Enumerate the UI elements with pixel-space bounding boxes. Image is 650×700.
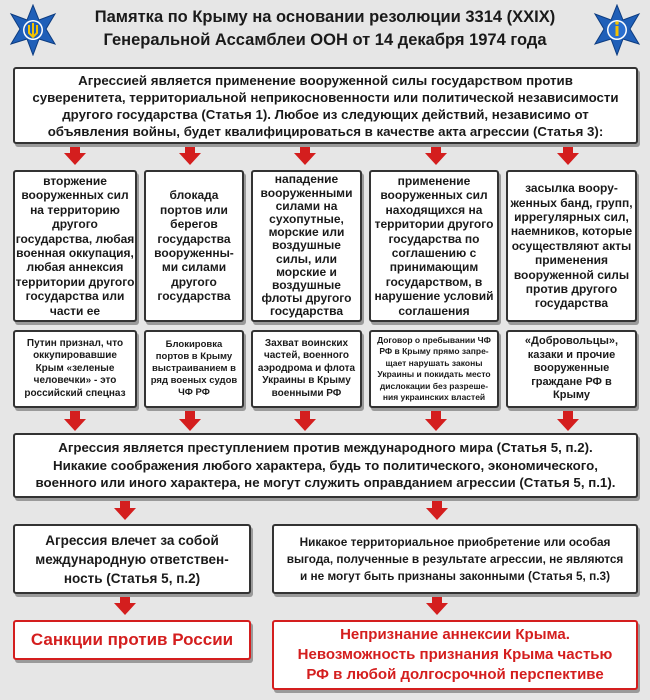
crimea-fact-box [369, 330, 499, 408]
act-text: вторжение вооруженных сил на территорию другого государства, любая военная оккупация, любая аннексия территории другого государства или части ее [15, 173, 135, 318]
no-acquisition-text: Никакое территориальное приобретение или особая выгода, полученные в результате агрессии, не являются и не могут быть признаны законными (Статья 5, п.3) [286, 534, 624, 583]
crimea-fact-box [144, 330, 244, 408]
crimea-fact-box [251, 330, 362, 408]
sanctions-text: Санкции против России [30, 630, 234, 649]
arrow-down-icon [114, 498, 136, 520]
arrow-down-icon [425, 409, 447, 431]
crimea-fact-text: Блокировка портов в Крыму выстраиванием в ряд военых судов ЧФ РФ [150, 339, 238, 398]
sanctions-box [13, 620, 251, 660]
crimea-fact-text: «Добровольцы», казаки и прочие вооруженные граждане РФ в Крыму [524, 335, 619, 402]
act-text: засылка воору- женных банд, групп, иррегулярных сил, наемников, которые осуществляют акты применения вооруженной силы против другого государства [510, 181, 633, 311]
crimea-fact-text: Договор о пребывании ЧФ РФ в Крыму прямо запре- щает нарушать законы Украины и покидать место дислокации без разреше- ния украинских властей [377, 334, 491, 402]
crimea-fact-box [506, 330, 637, 408]
arrow-down-icon [557, 409, 579, 431]
definition-text: Агрессией является применение вооруженной силы государством против суверенитета, территориальной неприкосновенности или политической независимости другого государства (Статья 1). Любое из следующих действий, независимо от объявления войны, будет квалифицироваться в качестве акта агрессии (Статья 3): [32, 72, 619, 139]
no-acquisition-box [272, 524, 638, 594]
ukraine-military-emblem-icon [592, 4, 642, 56]
arrow-down-icon [64, 143, 86, 165]
page-title [70, 6, 580, 58]
crimea-fact-text: Путин признал, что оккупировавшие Крым «зеленые человечки» - это российский спецназ [24, 337, 126, 399]
arrow-down-icon [426, 593, 448, 615]
act-box-armed-bands [506, 170, 637, 322]
arrow-down-icon [179, 143, 201, 165]
title-line-2: Генеральной Ассамблеи ООН от 14 декабря 1974 года [103, 31, 547, 49]
act-text: нападение вооруженными силами на сухопутные, морские или воздушные силы, или морские и воздушные флоты другого государства [260, 172, 353, 319]
arrow-down-icon [64, 409, 86, 431]
arrow-down-icon [294, 143, 316, 165]
arrow-down-icon [179, 409, 201, 431]
arrows-row-1 [64, 143, 579, 165]
act-box-attack [251, 170, 362, 322]
responsibility-box [13, 524, 251, 594]
crime-statement-box [13, 433, 638, 498]
responsibility-text: Агрессия влечет за собой международную ответствен- ность (Статья 5, п.2) [35, 532, 229, 586]
arrows-row-4 [114, 593, 448, 615]
arrow-down-icon [426, 498, 448, 520]
arrows-row-3 [114, 498, 448, 520]
arrow-down-icon [557, 143, 579, 165]
act-box-invasion [13, 170, 137, 322]
act-box-stationed-forces [369, 170, 499, 322]
crime-statement-text: Агрессия является преступлением против международного мира (Статья 5, п.2). Никакие соображения любого характера, будь то политического, экономического, военного или иного характера, не могут служить оправданием агрессии (Статья 5, п.1). [35, 440, 616, 491]
act-text: применение вооруженных сил находящихся на территории другого государства по соглашению с принимающим государством, в нарушение условий соглашения [374, 173, 494, 318]
arrows-row-2 [64, 409, 579, 431]
definition-box [13, 67, 638, 144]
title-line-1: Памятка по Крыму на основании резолюции 3314 (XXIX) [94, 8, 556, 26]
act-box-blockade [144, 170, 244, 322]
non-recognition-text: Непризнание аннексии Крыма. Невозможность признания Крыма частью РФ в любой долгосрочной перспективе [297, 626, 613, 683]
non-recognition-box [272, 620, 638, 690]
ukraine-coat-of-arms-icon [8, 4, 58, 56]
crimea-fact-box [13, 330, 137, 408]
arrow-down-icon [114, 593, 136, 615]
arrow-down-icon [294, 409, 316, 431]
crimea-fact-text: Захват воинских частей, военного аэродрома и флота Украины в Крыму военными РФ [257, 337, 356, 399]
act-text: блокада портов или берегов государства вооруженны- ми силами другого государства [154, 188, 234, 304]
arrow-down-icon [425, 143, 447, 165]
